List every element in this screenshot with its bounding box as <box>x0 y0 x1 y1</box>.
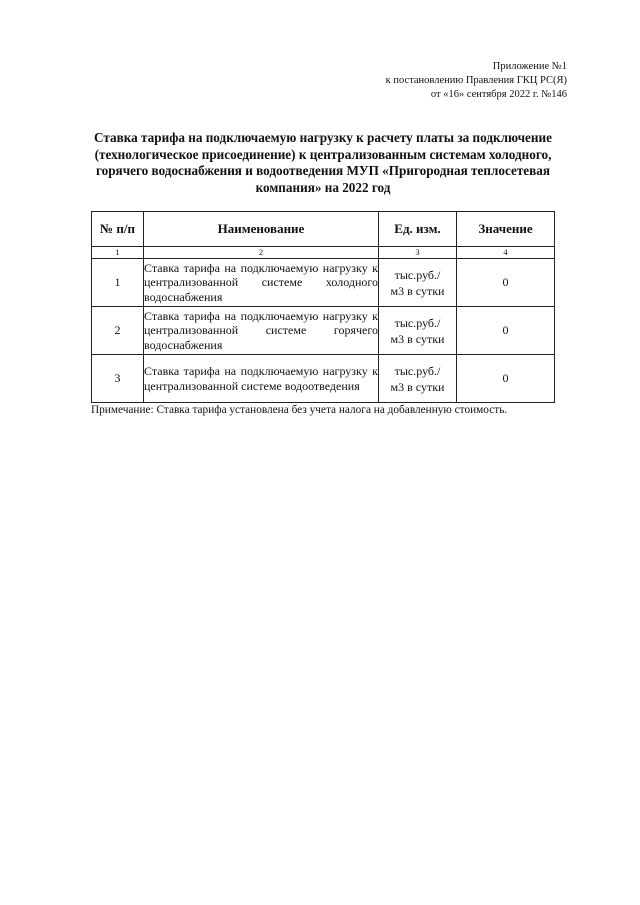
row-name-cell: Ставка тарифа на подключаемую нагрузку к централизованной системе водоотведения <box>144 355 379 403</box>
appendix-header <box>386 60 567 102</box>
unit-line: м3 в сутки <box>390 283 445 298</box>
row-number-cell: 3 <box>92 355 144 403</box>
row-unit-cell <box>379 259 457 307</box>
column-number-cell: 1 <box>92 247 144 259</box>
unit-line: тыс.руб./ <box>394 267 441 282</box>
header-cell-unit: Ед. изм. <box>379 212 457 247</box>
appendix-number: Приложение №1 <box>492 61 567 72</box>
column-number-cell: 4 <box>457 247 555 259</box>
header-cell-name: Наименование <box>144 212 379 247</box>
column-number-cell: 2 <box>144 247 379 259</box>
row-unit-cell <box>379 307 457 355</box>
row-number-cell: 1 <box>92 259 144 307</box>
appendix-resolution: к постановлению Правления ГКЦ РС(Я) <box>385 75 567 86</box>
appendix-date: от «16» сентября 2022 г. №146 <box>430 89 567 100</box>
row-name-cell: Ставка тарифа на подключаемую нагрузку к централизованной системе холодного водоснабжения <box>144 259 379 307</box>
row-number-cell: 2 <box>92 307 144 355</box>
table-header-row <box>92 212 555 247</box>
unit-line: м3 в сутки <box>390 379 445 394</box>
column-number-cell: 3 <box>379 247 457 259</box>
table-row <box>92 307 555 355</box>
row-name-cell: Ставка тарифа на подключаемую нагрузку к централизованной системе горячего водоснабжения <box>144 307 379 355</box>
row-unit-cell <box>379 355 457 403</box>
unit-line: тыс.руб./ <box>394 363 441 378</box>
table-note: Примечание: Ставка тарифа установлена без учета налога на добавленную стоимость. <box>91 404 508 416</box>
table-row <box>92 355 555 403</box>
document-title: Ставка тарифа на подключаемую нагрузку к расчету платы за подключение (технологическое присоединение) к централизованным системам холодного, горячего водоснабжения и водоотведения МУП «Пригородная теплосетевая компания» на 2022 год <box>94 130 552 195</box>
table-row <box>92 259 555 307</box>
column-number-row <box>92 247 555 259</box>
unit-line: тыс.руб./ <box>394 315 441 330</box>
tariff-table <box>91 211 555 403</box>
header-cell-value: Значение <box>457 212 555 247</box>
row-value-cell: 0 <box>457 355 555 403</box>
header-cell-number: № п/п <box>92 212 144 247</box>
row-value-cell: 0 <box>457 259 555 307</box>
unit-line: м3 в сутки <box>390 331 445 346</box>
row-value-cell: 0 <box>457 307 555 355</box>
